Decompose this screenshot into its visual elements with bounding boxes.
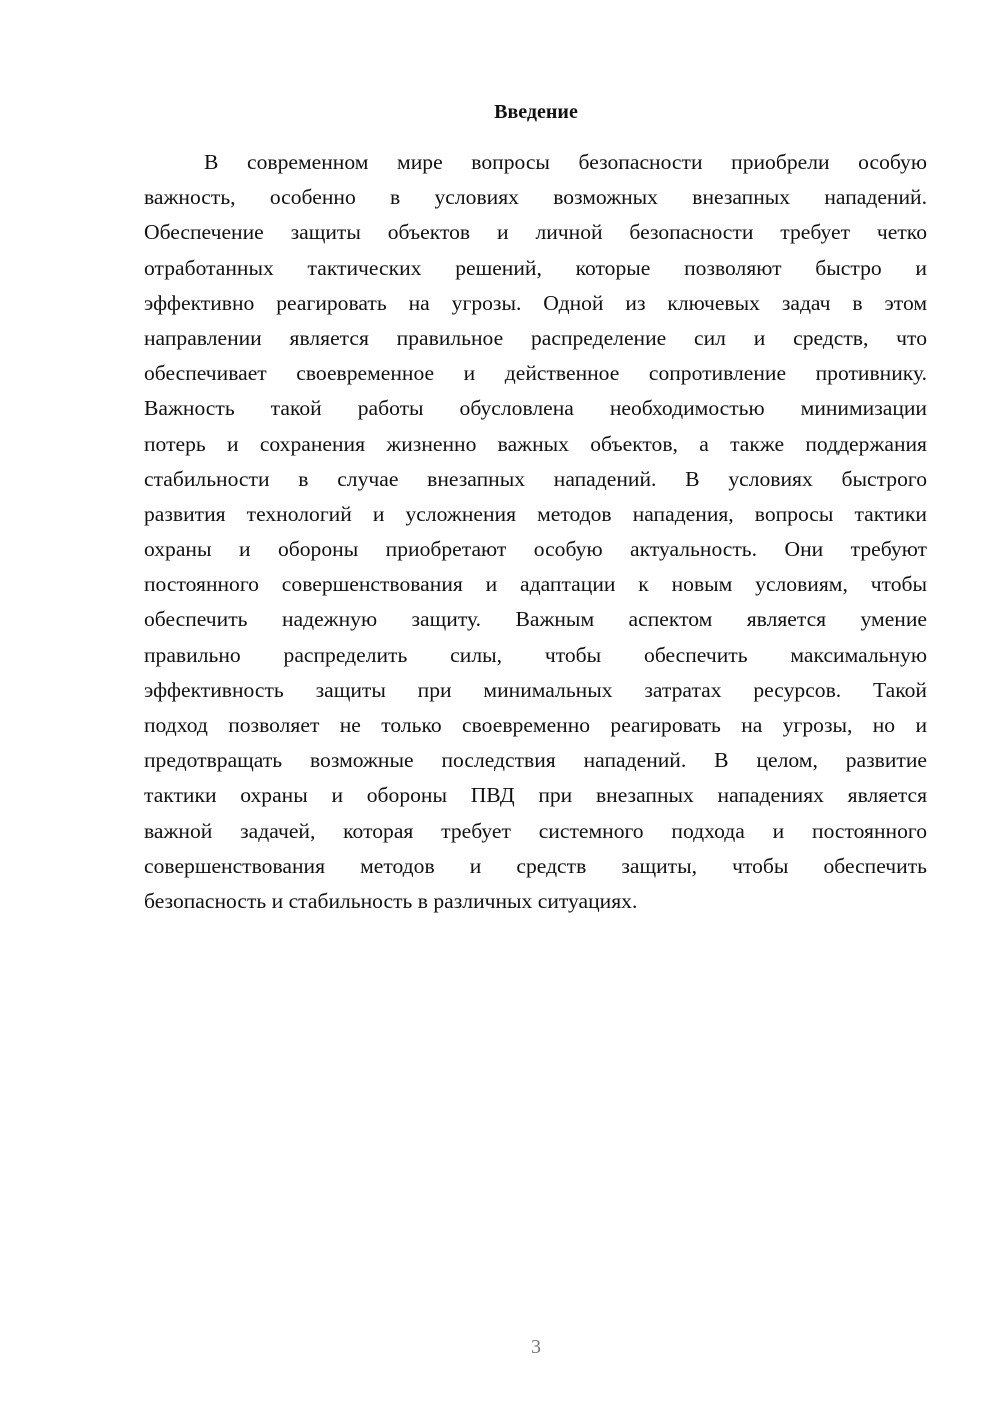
text-line: Важность такой работы обусловлена необходимостью минимизации [144, 396, 927, 421]
text-line: постоянного совершенствования и адаптации к новым условиям, чтобы [144, 572, 927, 597]
text-line: важность, особенно в условиях возможных внезапных нападений. [144, 185, 927, 210]
text-line: охраны и обороны приобретают особую актуальность. Они требуют [144, 537, 927, 562]
text-line: правильно распределить силы, чтобы обеспечить максимальную [144, 642, 927, 667]
text-line: предотвращать возможные последствия нападений. В целом, развитие [144, 748, 927, 773]
text-line: обеспечивает своевременное и действенное сопротивление противнику. [144, 361, 927, 386]
text-line: безопасность и стабильность в различных ситуациях. [144, 888, 638, 913]
text-line: стабильности в случае внезапных нападений. В условиях быстрого [144, 466, 927, 491]
body-paragraph [144, 145, 927, 919]
text-line: тактики охраны и обороны ПВД при внезапных нападениях является [144, 783, 927, 808]
text-line: В современном мире вопросы безопасности приобрели особую [204, 150, 927, 174]
text-line: важной задачей, которая требует системного подхода и постоянного [144, 818, 927, 843]
text-line: отработанных тактических решений, которые позволяют быстро и [144, 255, 927, 280]
text-line: потерь и сохранения жизненно важных объектов, а также поддержания [144, 431, 927, 456]
text-line: направлении является правильное распределение сил и средств, что [144, 325, 927, 350]
section-heading: Введение [494, 101, 578, 123]
text-line: совершенствования методов и средств защиты, чтобы обеспечить [144, 853, 927, 878]
text-line: эффективность защиты при минимальных затратах ресурсов. Такой [144, 677, 927, 702]
page-number: 3 [531, 1336, 541, 1358]
text-line: Обеспечение защиты объектов и личной безопасности требует четко [144, 220, 927, 245]
text-line: развития технологий и усложнения методов нападения, вопросы тактики [144, 501, 927, 526]
text-line: эффективно реагировать на угрозы. Одной из ключевых задач в этом [144, 290, 927, 315]
text-line: подход позволяет не только своевременно реагировать на угрозы, но и [144, 713, 927, 737]
text-line: обеспечить надежную защиту. Важным аспектом является умение [144, 607, 927, 632]
